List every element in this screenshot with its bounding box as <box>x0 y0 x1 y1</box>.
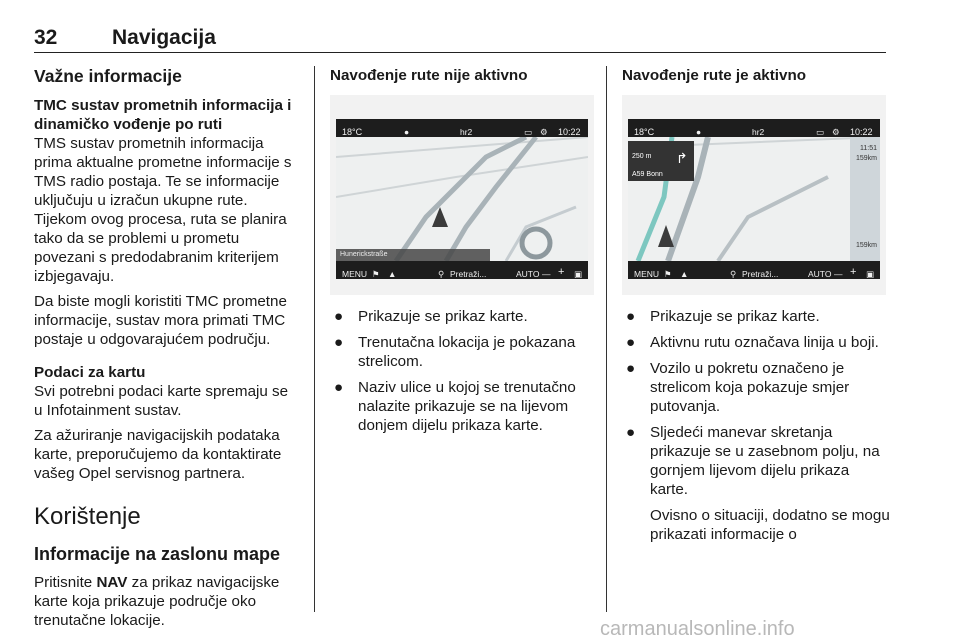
active-bullet-list <box>622 307 890 499</box>
route-progress-sidebar <box>850 137 880 261</box>
inactive-bullet-list <box>330 307 592 435</box>
section-title: Važne informacije <box>34 66 182 86</box>
menu-button[interactable]: MENU <box>634 269 660 279</box>
gear-icon[interactable]: ⚙ <box>540 127 548 137</box>
figure-caption-inactive: Navođenje rute nije aktivno <box>330 67 528 84</box>
column-divider-1 <box>314 66 315 612</box>
list-item: ● Trenutačna lokacija je pokazana strelicom. <box>334 334 576 370</box>
column-right <box>622 66 890 544</box>
radio-station: hr2 <box>460 127 473 137</box>
list-item: ● Aktivnu rutu označava linija u boji. <box>626 334 879 351</box>
search-field[interactable]: Pretraži... <box>742 269 779 279</box>
watermark: carmanualsonline.info <box>600 618 795 640</box>
person-icon[interactable]: ▲ <box>680 269 689 279</box>
maneuver-panel <box>628 141 694 181</box>
person-icon[interactable]: ▲ <box>388 269 397 279</box>
infotainment-screen <box>336 119 588 279</box>
zoom-out-button[interactable]: — <box>542 269 551 279</box>
search-icon: ⚲ <box>730 269 737 279</box>
list-item: ● Prikazuje se prikaz karte. <box>334 308 528 325</box>
status-bar <box>628 119 880 137</box>
screenshot-route-active <box>622 95 886 295</box>
radio-station: hr2 <box>752 127 765 137</box>
remaining-distance: 159km <box>855 242 877 249</box>
map-data-paragraph-1: Svi potrebni podaci karte spremaju se u Infotainment sustav. <box>34 383 289 419</box>
zoom-in-button[interactable]: + <box>850 266 857 278</box>
temperature: 18°C <box>342 127 363 137</box>
list-item: ● Naziv ulice u kojoj se trenutačno nalazite prikazuje se na lijevom donjem dijelu prikaza karte. <box>334 379 576 434</box>
column-left <box>34 66 300 636</box>
flag-icon[interactable]: ⚑ <box>372 269 380 279</box>
clock: 10:22 <box>558 127 581 137</box>
gear-icon[interactable]: ⚙ <box>832 127 840 137</box>
column-middle <box>330 66 592 442</box>
tmc-paragraph-1: TMS sustav prometnih informacija prima aktualne prometne informacije s TMS radio postaja. Te se informacije uključuju u izračun ukupne rute. Tijekom ovog procesa, ruta se planira tako da se problemi u prometu povezani s predodabranim kriterijem izbjegavaju. <box>34 135 292 285</box>
zoom-out-button[interactable]: — <box>834 269 843 279</box>
auto-zoom-button[interactable]: AUTO <box>808 269 832 279</box>
map-display-paragraph: Pritisnite NAV za prikaz navigacijske karte koja prikazuje područje oko trenutačne lokacije. <box>34 574 280 629</box>
screenshot-route-inactive <box>330 95 594 295</box>
tmc-paragraph-2: Da biste mogli koristiti TMC prometne informacije, sustav mora primati TMC postaje u odgovarajućem području. <box>34 293 287 348</box>
column-divider-2 <box>606 66 607 612</box>
temperature: 18°C <box>634 127 655 137</box>
figure-caption-active: Navođenje rute je aktivno <box>622 67 806 84</box>
bottom-bar <box>628 261 880 279</box>
page-header <box>34 24 886 53</box>
list-item: ● Sljedeći manevar skretanja prikazuje se u zasebnom polju, na gornjem lijevom dijelu prikaza karte. <box>626 424 880 498</box>
search-icon: ⚲ <box>438 269 445 279</box>
map-data-paragraph-2: Za ažuriranje navigacijskih podataka karte, preporučujemo da kontaktirate vašeg Opel servisnog partnera. <box>34 427 282 482</box>
location-pin-icon: ● <box>404 127 410 137</box>
chapter-title: Navigacija <box>112 26 216 49</box>
continuation-paragraph: Ovisno o situaciji, dodatno se mogu prikazati informacije o <box>650 507 890 543</box>
list-item: ● Prikazuje se prikaz karte. <box>626 308 820 325</box>
clock: 10:22 <box>850 127 873 137</box>
flag-icon[interactable]: ⚑ <box>664 269 672 279</box>
bottom-bar <box>336 261 588 279</box>
map-display-title: Informacije na zaslonu mape <box>34 544 281 564</box>
map-view[interactable] <box>336 137 588 261</box>
maneuver-distance: 250 m <box>632 153 652 160</box>
location-pin-icon: ● <box>696 127 702 137</box>
eta-time: 11:51 <box>860 145 877 152</box>
status-bar <box>336 119 588 137</box>
list-item: ● Vozilo u pokretu označeno je strelicom koja pokazuje smjer putovanja. <box>626 360 850 415</box>
page-number: 32 <box>34 26 58 49</box>
menu-button[interactable]: MENU <box>342 269 368 279</box>
eta-distance: 159km <box>855 155 877 162</box>
message-icon: ▭ <box>816 127 825 137</box>
usage-title: Korištenje <box>34 503 141 530</box>
maneuver-road: A59 Bonn <box>632 171 663 178</box>
turn-right-icon: ↱ <box>676 150 688 166</box>
map-data-heading: Podaci za kartu <box>34 364 146 381</box>
street-name: Hunerickstraße <box>336 249 490 261</box>
zoom-in-button[interactable]: + <box>558 266 565 278</box>
options-icon[interactable]: ▣ <box>574 269 583 279</box>
options-icon[interactable]: ▣ <box>866 269 875 279</box>
search-field[interactable]: Pretraži... <box>450 269 487 279</box>
nav-key: NAV <box>96 574 128 591</box>
tmc-heading: TMC sustav prometnih informacija i dinamičko vođenje po ruti <box>34 97 292 133</box>
message-icon: ▭ <box>524 127 533 137</box>
auto-zoom-button[interactable]: AUTO <box>516 269 540 279</box>
infotainment-screen <box>628 119 880 279</box>
